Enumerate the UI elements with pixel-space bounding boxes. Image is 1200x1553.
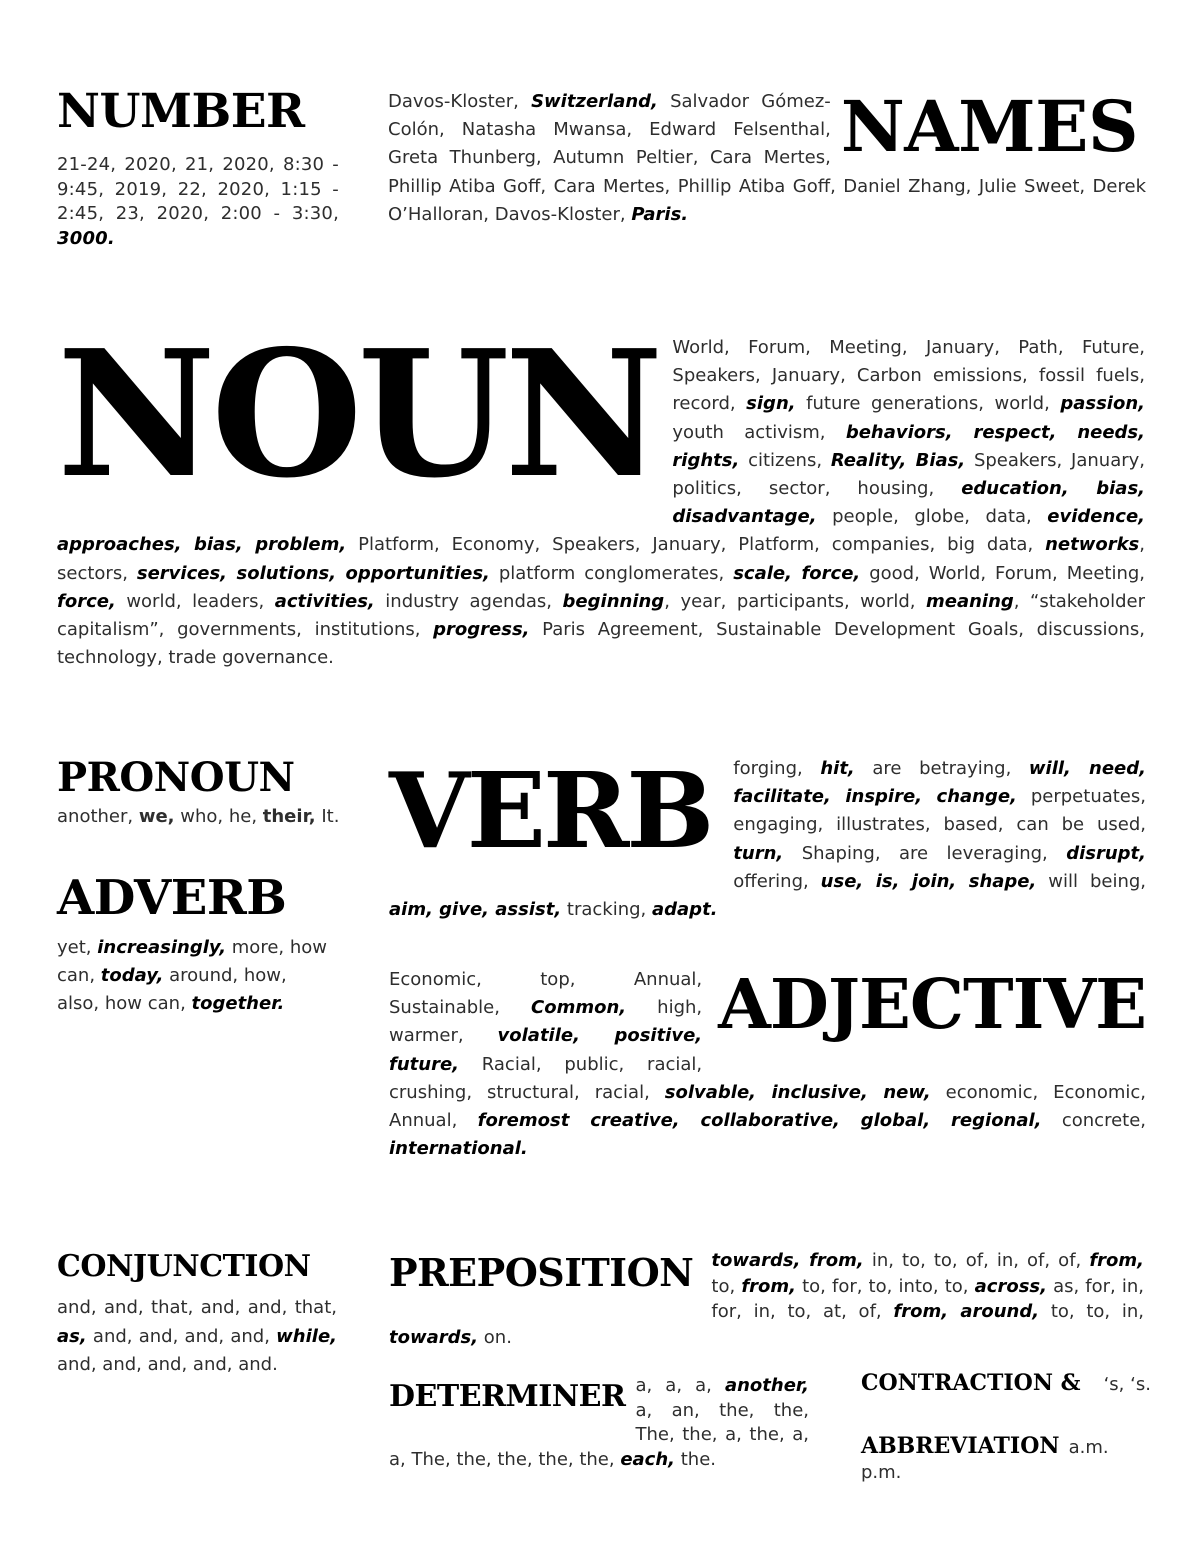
emphasized-word: scale, force, bbox=[733, 562, 861, 584]
conjunction-text bbox=[57, 1294, 337, 1380]
emphasized-word: evidence, approaches, bias, problem, bbox=[57, 506, 1145, 556]
word-run: and, and, that, and, and, that, bbox=[57, 1297, 337, 1318]
word-run: Speakers, January, politics, sector, housing, bbox=[672, 449, 1145, 500]
pronoun-section bbox=[57, 754, 347, 829]
emphasized-word: meaning bbox=[925, 590, 1014, 612]
word-run: Salvador Gómez-Colón, Natasha Mwansa, Edward Felsenthal, Greta Thunberg, Autumn Peltier, Cara Mertes, Phillip Atiba Goff, Cara Mertes, Phillip Atiba Goff, Daniel Zhang, Julie Sweet, Derek O’Halloran, Davos-Kloster, bbox=[388, 91, 1146, 225]
emphasized-word: Common, bbox=[531, 997, 627, 1019]
contraction-value: ‘s, ‘s. bbox=[1103, 1374, 1151, 1395]
emphasized-word: Reality, Bias, bbox=[830, 449, 966, 471]
adjective-section bbox=[389, 966, 1146, 1163]
emphasized-word: progress, bbox=[433, 619, 530, 641]
names-section bbox=[388, 85, 1146, 229]
emphasized-word: use, is, join, shape, bbox=[820, 870, 1037, 892]
noun-section bbox=[57, 313, 1146, 672]
emphasized-word: towards, bbox=[389, 1326, 479, 1348]
word-run: more, how can, bbox=[57, 937, 327, 986]
emphasized-word: hit, bbox=[820, 758, 855, 779]
word-run: offering, bbox=[733, 870, 821, 892]
adjective-heading: ADJECTIVE bbox=[718, 965, 1146, 1045]
contraction-heading: CONTRACTION & bbox=[861, 1370, 1081, 1396]
emphasized-word: turn, bbox=[733, 842, 784, 864]
word-run: around, how, also, how can, bbox=[57, 965, 287, 1014]
word-run: and, and, and, and, and. bbox=[57, 1354, 278, 1375]
word-run: people, globe, data, bbox=[816, 506, 1048, 528]
preposition-section bbox=[389, 1248, 1144, 1350]
emphasized-word: each, bbox=[620, 1448, 676, 1470]
noun-heading: NOUN bbox=[57, 313, 659, 517]
word-run: tracking, bbox=[561, 899, 652, 921]
word-run: perpetuates, engaging, illustrates, based, can be used, bbox=[733, 786, 1146, 836]
word-run: Platform, Economy, Speakers, January, Platform, companies, big data, bbox=[346, 534, 1046, 556]
word-run: , year, participants, world, bbox=[664, 590, 926, 612]
number-section bbox=[57, 84, 339, 251]
emphasized-word: another, bbox=[724, 1375, 809, 1396]
word-run: concrete, bbox=[1041, 1110, 1146, 1132]
word-run: as, for, in, for, in, to, at, of, bbox=[711, 1275, 1145, 1322]
word-run: forging, bbox=[733, 758, 821, 779]
emphasized-word: activities, bbox=[274, 590, 375, 612]
conjunction-heading: CONJUNCTION bbox=[57, 1249, 311, 1284]
emphasized-word: will, need, facilitate, inspire, change, bbox=[733, 758, 1146, 808]
word-run: world, leaders, bbox=[115, 590, 275, 612]
word-run: high, warmer, bbox=[389, 997, 703, 1047]
word-run: It. bbox=[315, 806, 340, 827]
emphasized-word: Paris. bbox=[631, 203, 689, 225]
emphasized-word: education, bias, disadvantage, bbox=[672, 478, 1145, 528]
abbreviation-heading: ABBREVIATION bbox=[861, 1433, 1060, 1459]
verb-heading: VERB bbox=[389, 749, 712, 872]
adverb-section bbox=[57, 870, 347, 1018]
emphasized-word: aim, give, assist, bbox=[389, 899, 562, 921]
emphasized-word: adapt. bbox=[652, 899, 718, 921]
abbreviation-section bbox=[861, 1435, 1151, 1485]
pronoun-text bbox=[57, 804, 347, 829]
names-heading: NAMES bbox=[840, 85, 1138, 168]
word-run: , “stakeholder capitalism”, governments, institutions, bbox=[57, 590, 1145, 641]
emphasized-word: disrupt, bbox=[1066, 842, 1146, 864]
word-run: another, bbox=[57, 806, 139, 827]
word-run: , sectors, bbox=[57, 534, 1145, 584]
contraction-section bbox=[861, 1372, 1151, 1397]
word-run: citizens, bbox=[739, 449, 831, 471]
emphasized-word: increasingly, bbox=[97, 937, 227, 958]
word-run: in, to, to, of, in, of, of, bbox=[863, 1250, 1090, 1271]
word-run: Racial, public, racial, crushing, structural, racial, bbox=[389, 1053, 703, 1103]
emphasized-word: sign, bbox=[746, 393, 796, 415]
emphasized-word: networks bbox=[1045, 534, 1140, 556]
emphasized-word: passion, bbox=[1060, 393, 1145, 415]
emphasized-word: as, bbox=[57, 1325, 87, 1347]
emphasized-word: solvable, inclusive, new, bbox=[664, 1081, 931, 1103]
word-run: future generations, world, bbox=[795, 393, 1061, 415]
word-run: good, World, Forum, Meeting, bbox=[860, 562, 1146, 584]
emphasized-word: from, bbox=[741, 1275, 796, 1297]
word-run: to, to, in, bbox=[1039, 1301, 1144, 1322]
emphasized-word: 3000. bbox=[57, 227, 115, 249]
word-run: Davos-Kloster, bbox=[388, 91, 532, 112]
word-run: industry agendas, bbox=[374, 590, 563, 612]
word-run: youth activism, bbox=[672, 421, 846, 443]
emphasized-word: behaviors, respect, needs, rights, bbox=[672, 421, 1145, 471]
word-run: 21-24, 2020, 21, 2020, 8:30 - 9:45, 2019, 22, 2020, 1:15 - 2:45, 23, 2020, 2:00 - 3:30, bbox=[57, 154, 339, 224]
emphasized-word: their, bbox=[262, 806, 316, 827]
word-run: are betraying, bbox=[854, 758, 1029, 779]
word-run: on. bbox=[478, 1326, 512, 1348]
emphasized-word: foremost creative, collaborative, global, regional, bbox=[477, 1110, 1042, 1132]
word-run: the. bbox=[675, 1448, 716, 1470]
emphasized-word: services, solutions, opportunities, bbox=[136, 562, 490, 584]
word-run: a, a, a, bbox=[635, 1375, 725, 1396]
emphasized-word: today, bbox=[100, 965, 164, 986]
emphasized-word: international. bbox=[389, 1138, 528, 1160]
abbreviation-value: a.m. p.m. bbox=[861, 1437, 1109, 1483]
emphasized-word: towards, from, bbox=[711, 1250, 864, 1271]
emphasized-word: volatile, positive, future, bbox=[389, 1025, 703, 1075]
word-run: will being, bbox=[1036, 870, 1146, 892]
word-run: Paris Agreement, Sustainable Development Goals, discussions, technology, trade governance. bbox=[57, 619, 1145, 669]
emphasized-word: together. bbox=[191, 993, 285, 1014]
determiner-heading: DETERMINER bbox=[389, 1379, 626, 1414]
word-run: Economic, top, Annual, Sustainable, bbox=[389, 969, 703, 1019]
word-run: to, bbox=[711, 1275, 742, 1297]
emphasized-word: beginning bbox=[562, 590, 665, 612]
word-run: Shaping, are leveraging, bbox=[783, 842, 1067, 864]
word-run: World, Forum, Meeting, January, Path, Future, Speakers, January, Carbon emissions, fossil fuels, record, bbox=[672, 337, 1145, 415]
emphasized-word: from, bbox=[1089, 1250, 1144, 1271]
adverb-text bbox=[57, 934, 332, 1018]
word-run: a, an, the, the, The, the, a, the, a, a, The, the, the, the, the, bbox=[389, 1399, 809, 1470]
emphasized-word: from, around, bbox=[893, 1301, 1040, 1322]
word-run: who, he, bbox=[174, 806, 263, 827]
number-text bbox=[57, 153, 339, 251]
emphasized-word: Switzerland, bbox=[531, 91, 658, 112]
word-run: yet, bbox=[57, 937, 98, 958]
conjunction-section bbox=[57, 1249, 337, 1380]
word-run: economic, Economic, Annual, bbox=[389, 1081, 1147, 1132]
emphasized-word: we, bbox=[138, 806, 175, 827]
determiner-section bbox=[389, 1374, 809, 1472]
word-run: to, for, to, into, to, bbox=[795, 1275, 975, 1297]
emphasized-word: across, bbox=[974, 1275, 1047, 1297]
emphasized-word: force, bbox=[57, 590, 116, 612]
adverb-heading: ADVERB bbox=[57, 870, 287, 926]
verb-section bbox=[389, 749, 1146, 924]
preposition-heading: PREPOSITION bbox=[389, 1250, 694, 1295]
word-run: and, and, and, and, bbox=[86, 1325, 277, 1347]
word-run: platform conglomerates, bbox=[489, 562, 734, 584]
number-heading: NUMBER bbox=[57, 84, 305, 139]
pronoun-heading: PRONOUN bbox=[57, 754, 295, 801]
emphasized-word: while, bbox=[276, 1325, 337, 1347]
